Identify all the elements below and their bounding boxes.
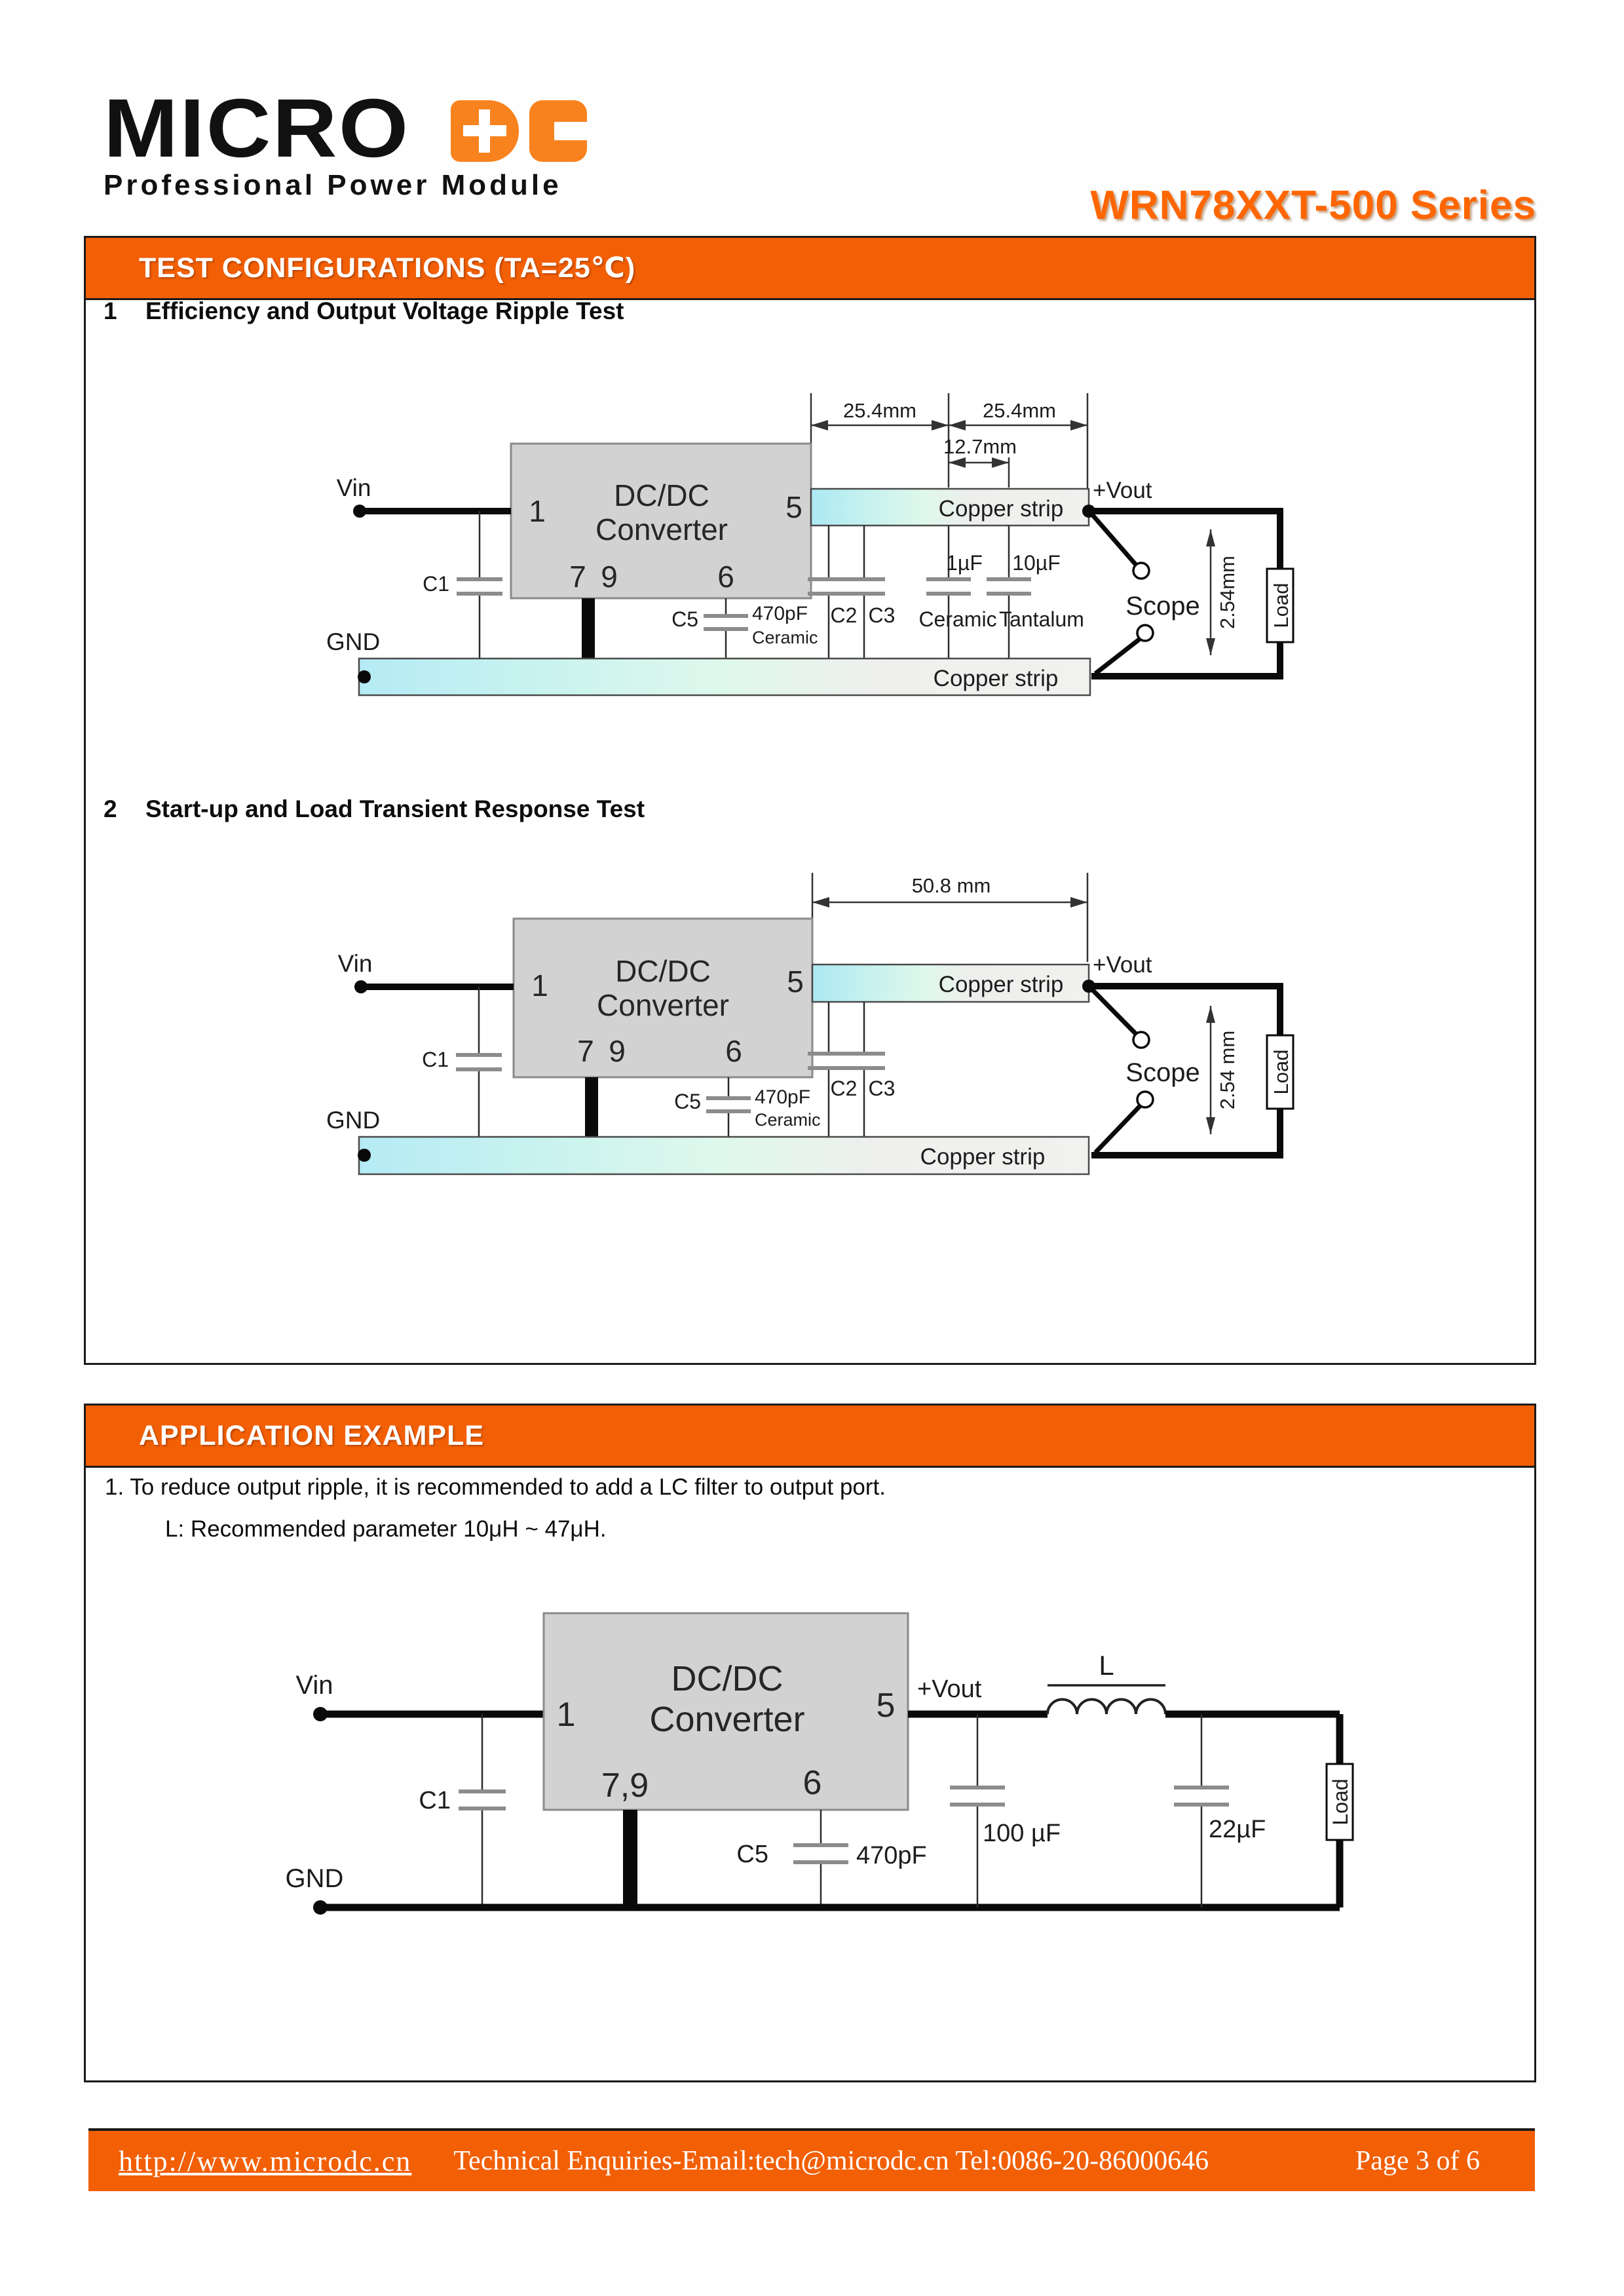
pin-5: 5 [876, 1687, 896, 1725]
vout-label: +Vout [1093, 478, 1152, 503]
load-label: Load [1329, 1778, 1352, 1826]
copper-strip-label: Copper strip [933, 666, 1059, 691]
c3-label: C3 [868, 603, 896, 627]
pin-7-9: 7,9 [601, 1767, 649, 1805]
vin-input [295, 1671, 544, 1721]
pin-1: 1 [531, 968, 548, 1003]
application-example-banner: APPLICATION EXAMPLE [86, 1406, 1534, 1468]
copper-strip-bottom [358, 1137, 1089, 1174]
output-cap-22uf [1174, 1714, 1266, 1907]
logo-c-icon [529, 100, 587, 162]
copper-strip-top [812, 965, 1089, 1002]
pin-6: 6 [725, 1034, 742, 1068]
c5-capacitor [736, 1810, 926, 1906]
inductor-label: L [1099, 1650, 1114, 1681]
dim-label: 2.54mm [1216, 556, 1239, 629]
copper-strip-top [811, 489, 1089, 526]
pin-gap-dimension [1206, 1006, 1239, 1134]
application-note-1: 1. To reduce output ripple, it is recommended to add a LC filter to output port. [105, 1474, 886, 1500]
copper-strip-label: Copper strip [920, 1144, 1046, 1170]
lc-filter-application-diagram [242, 1586, 1382, 1933]
copper-strip-bottom [358, 659, 1090, 695]
c2-label: C2 [830, 603, 858, 627]
c5-type: Ceramic [752, 628, 818, 647]
heading-number: 1 [104, 297, 117, 324]
c1-label: C1 [423, 572, 449, 596]
heading-efficiency-test [104, 297, 624, 325]
gnd-label: GND [326, 1107, 381, 1134]
vin-input [337, 474, 511, 518]
startup-transient-test-diagram [308, 845, 1310, 1199]
scope-probes [1091, 514, 1200, 674]
top-dimension-lines [812, 873, 1087, 963]
microdc-logo [104, 82, 587, 202]
dcdc-module [544, 1613, 908, 1810]
pin-6: 6 [803, 1764, 822, 1802]
vout-wire [908, 1675, 1048, 1714]
c5-label: C5 [671, 607, 698, 631]
gnd-label: GND [285, 1864, 344, 1893]
c5-label: C5 [674, 1090, 701, 1113]
vin-label: Vin [337, 950, 373, 977]
dim-label: 50.8 mm [911, 874, 991, 897]
module-label: DC/DC [614, 478, 709, 512]
cap-type: Tantalum [999, 607, 1084, 631]
footer-bar [88, 2128, 1535, 2191]
gnd-label: GND [326, 628, 381, 655]
logo-text: MICRO [104, 82, 410, 175]
c3-capacitor [843, 526, 895, 659]
dim-label: 25.4mm [843, 399, 916, 422]
c5-label: C5 [736, 1841, 768, 1868]
c1-capacitor [419, 1714, 506, 1906]
dcdc-module [511, 444, 811, 598]
heading-title: Efficiency and Output Voltage Ripple Test [145, 297, 624, 324]
load-label: Load [1270, 583, 1293, 628]
c1-capacitor [423, 511, 502, 659]
pin-7: 7 [577, 1034, 594, 1068]
load-label: Load [1270, 1049, 1293, 1095]
heading-number: 2 [104, 795, 117, 822]
footer-page-number: Page 3 of 6 [1355, 2146, 1480, 2176]
pin-9: 9 [609, 1034, 626, 1068]
gnd-rail [286, 1864, 1340, 1915]
c1-capacitor [422, 987, 502, 1137]
pin-5: 5 [785, 490, 803, 524]
inductor [1048, 1650, 1165, 1714]
c2-label: C2 [830, 1077, 858, 1100]
c1-label: C1 [422, 1048, 449, 1071]
load-circuit [1165, 1714, 1353, 1907]
module-label: Converter [649, 1700, 805, 1739]
module-label: Converter [597, 988, 729, 1022]
output-cap-1uf [918, 526, 996, 659]
cap-value: 22µF [1209, 1816, 1266, 1843]
module-label: DC/DC [615, 954, 711, 988]
cap-value: 100 µF [983, 1820, 1061, 1847]
vin-label: Vin [336, 474, 371, 501]
logo-d-plus-icon [451, 100, 519, 162]
dim-label: 12.7mm [943, 435, 1017, 458]
website-link[interactable]: http://www.microdc.cn [119, 2145, 412, 2177]
c3-capacitor [843, 1002, 895, 1137]
heading-startup-test [104, 795, 645, 823]
pin-gap-dimension [1206, 529, 1239, 655]
pin-6: 6 [717, 560, 734, 594]
vout-label: +Vout [1093, 952, 1152, 978]
vin-label: Vin [295, 1671, 333, 1700]
copper-strip-label: Copper strip [938, 496, 1064, 522]
pin-5: 5 [787, 965, 804, 999]
output-cap-10uf [987, 526, 1084, 659]
series-title: WRN78XXT-500 Series [1090, 183, 1536, 228]
c1-label: C1 [419, 1787, 451, 1814]
scope-probes [1091, 989, 1200, 1153]
cap-type: Ceramic [918, 607, 997, 631]
logo-row [104, 82, 587, 175]
c3-label: C3 [868, 1077, 896, 1100]
c5-value: 470pF [755, 1086, 811, 1108]
copper-strip-label: Copper strip [938, 972, 1064, 997]
efficiency-ripple-test-diagram [321, 367, 1317, 721]
footer-contact: Technical Enquiries-Email:tech@microdc.cn Tel:0086-20-86000646 [453, 2146, 1209, 2176]
c5-value: 470pF [752, 603, 808, 624]
dim-label: 25.4mm [983, 399, 1056, 422]
module-label: Converter [595, 512, 728, 546]
top-dimension-lines [811, 393, 1087, 490]
cap-value: 10µF [1012, 551, 1061, 575]
heading-title: Start-up and Load Transient Response Test [145, 795, 645, 822]
pin-9: 9 [601, 560, 618, 594]
scope-label: Scope [1125, 592, 1200, 621]
c5-type: Ceramic [755, 1110, 821, 1130]
module-label: DC/DC [671, 1659, 784, 1698]
output-cap-100uf [950, 1714, 1061, 1907]
dcdc-module [514, 919, 812, 1077]
c5-capacitor [674, 1077, 820, 1137]
test-configurations-banner: TEST CONFIGURATIONS (TA=25℃) [86, 238, 1534, 300]
vout-label: +Vout [917, 1675, 982, 1703]
pin-1: 1 [556, 1696, 576, 1734]
pin-1: 1 [529, 494, 546, 528]
logo-tagline: Professional Power Module [104, 169, 562, 201]
scope-label: Scope [1125, 1058, 1200, 1087]
vin-input [338, 950, 514, 993]
cap-value: 1µF [946, 551, 983, 575]
c5-value: 470pF [856, 1842, 927, 1869]
dim-label: 2.54 mm [1216, 1030, 1239, 1110]
c5-capacitor [671, 598, 818, 659]
application-note-2: L: Recommended parameter 10μH ~ 47μH. [165, 1516, 607, 1542]
pin-7: 7 [569, 560, 586, 594]
